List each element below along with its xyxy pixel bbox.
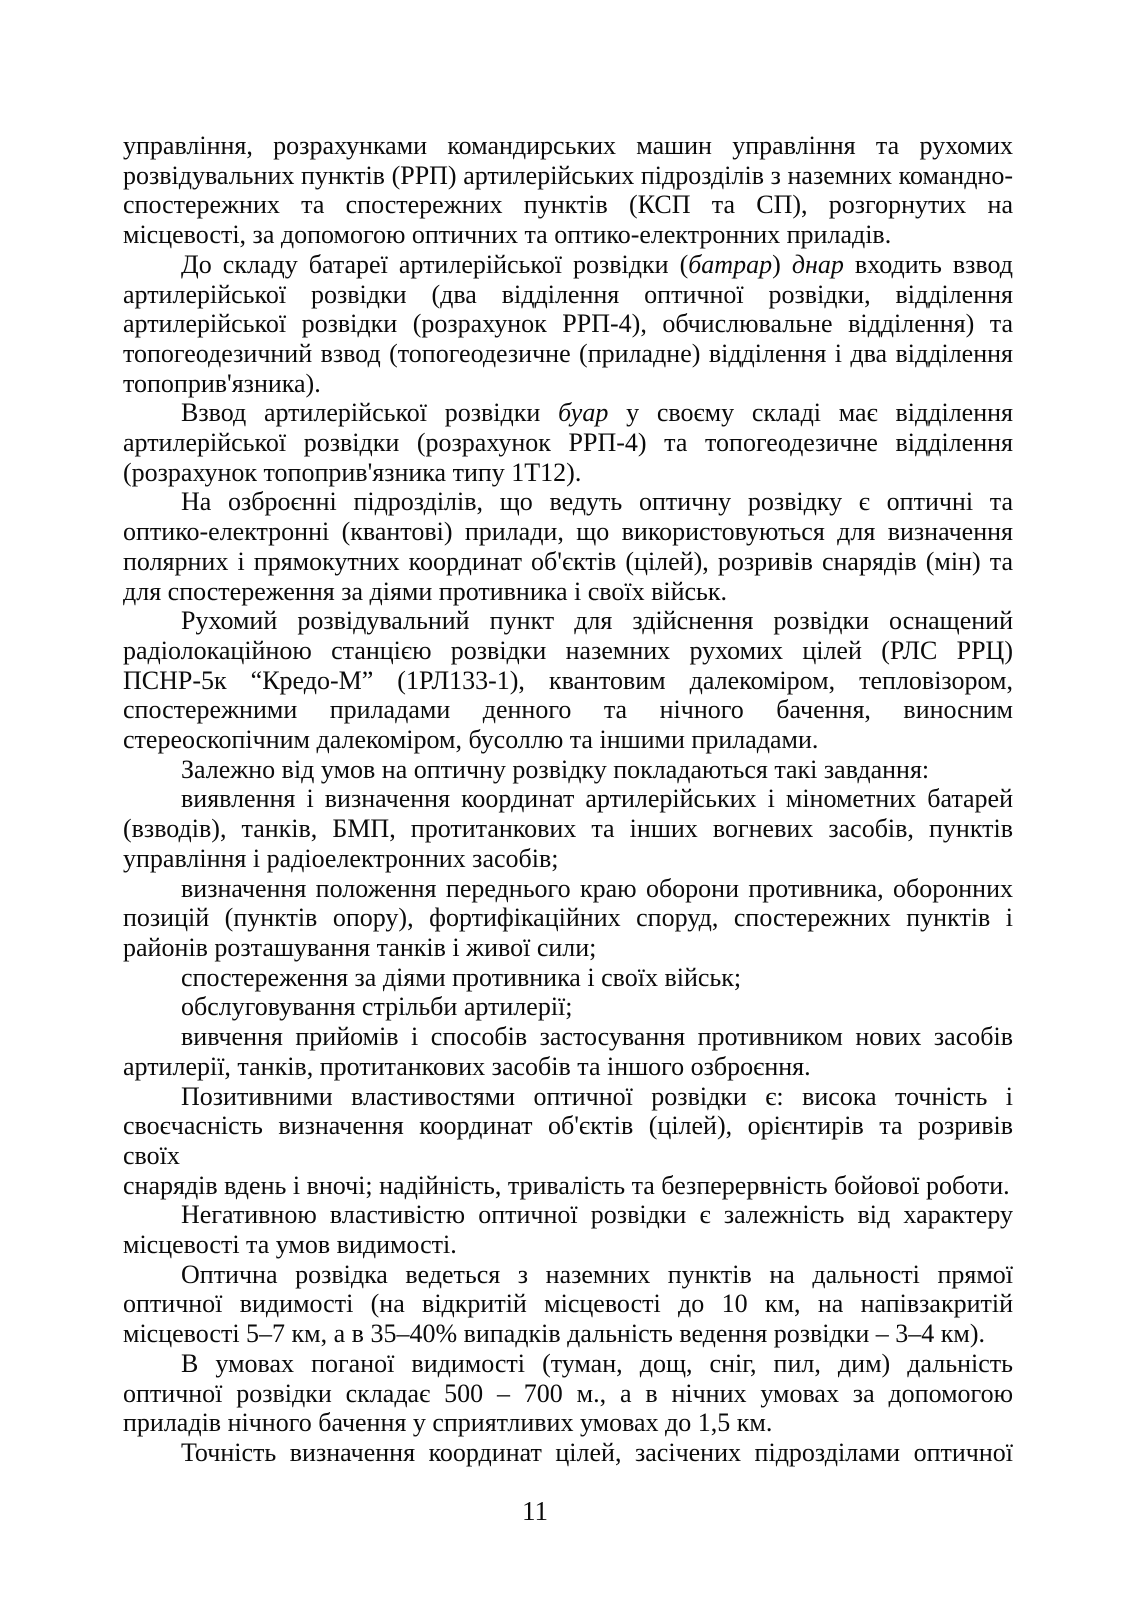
text-run: розвідувальних пунктів (РРП) артилерійських підрозділів з наземних командно- [123,160,1013,190]
text-line [123,1438,1013,1468]
text-line [123,1260,1013,1290]
text-line [123,695,1013,725]
text-line [123,874,1013,904]
text-run: приладів нічного бачення у сприятливих умовах до 1,5 км. [123,1408,773,1438]
text-run: артилерійської розвідки (розрахунок РРП-4) та топогеодезичне відділення [123,428,1013,458]
text-run: стереоскопічним далекоміром, бусоллю та іншими приладами. [123,725,819,755]
italic-text-run: батрар [688,249,773,279]
text-run: ПСНР-5к “Кредо-М” (1РЛ133-1), квантовим далекоміром, тепловізором, [123,665,1013,695]
text-run: В умовах поганої видимості (туман, дощ, сніг, пил, дим) дальність [181,1348,1013,1378]
text-run: Взвод артилерійської розвідки [181,398,559,428]
text-run: (розрахунок топоприв'язника типу 1Т12). [123,457,582,487]
text-run: місцевості 5–7 км, а в 35–40% випадків дальність ведення розвідки – 3–4 км). [123,1319,985,1349]
text-line [123,636,1013,666]
text-line [123,161,1013,191]
text-run: До складу батареї артилерійської розвідки ( [181,249,689,279]
text-line [123,458,1013,488]
text-run: визначення положення переднього краю оборони противника, оборонних [181,873,1013,903]
text-line [123,725,1013,755]
text-line [123,1408,1013,1438]
text-run: для спостереження за діями противника і своїх військ. [123,576,728,606]
text-line [123,250,1013,280]
text-run: місцевості, за допомогою оптичних та оптико-електронних приладів. [123,220,892,250]
text-run: своєчасність визначення координат об'єктів (цілей), орієнтирів та розривів своїх [123,1111,1013,1170]
text-line [123,517,1013,547]
text-run: полярних і прямокутних координат об'єктів (цілей), розривів снарядів (мін) та [123,546,1013,576]
text-line [123,606,1013,636]
text-line [123,1022,1013,1052]
text-line [123,547,1013,577]
text-run: входить взвод [843,249,1013,279]
text-run: артилерійської розвідки (розрахунок РРП-4), обчислювальне відділення) та [123,309,1013,339]
text-line [123,577,1013,607]
text-run: Позитивними властивостями оптичної розвідки є: висока точність і [181,1081,1013,1111]
page-number: 11 [522,1496,548,1526]
text-run: артилерійської розвідки (два відділення оптичної розвідки, відділення [123,279,1013,309]
text-line [123,1230,1013,1260]
text-run: Точність визначення координат цілей, засічених підрозділами оптичної [181,1437,1013,1467]
text-run: Залежно від умов на оптичну розвідку покладаються такі завдання: [181,754,930,784]
text-run: радіолокаційною станцією розвідки наземних рухомих цілей (РЛС РРЦ) [123,635,1013,665]
text-line [123,844,1013,874]
text-run: спостережними приладами денного та нічного бачення, виносним [123,695,1013,725]
text-line [123,903,1013,933]
text-run: обслуговування стрільби артилерії; [181,992,573,1022]
text-run: ) [772,249,792,279]
text-line [123,992,1013,1022]
text-line [123,666,1013,696]
text-run: управління, розрахунками командирських машин управління та рухомих [123,131,1013,160]
text-run: оптико-електронні (квантові) прилади, що використовуються для визначення [123,517,1013,547]
text-line [123,190,1013,220]
text-line [123,1289,1013,1319]
text-line [123,1052,1013,1082]
text-run: Оптична розвідка ведеться з наземних пунктів на дальності прямої [181,1259,1013,1289]
document-text-block [123,131,1013,1468]
text-run: вивчення прийомів і способів застосування противником нових засобів [181,1022,1013,1052]
text-run: оптичної розвідки складає 500 – 700 м., а в нічних умовах за допомогою [123,1378,1013,1408]
text-line [123,1111,1013,1170]
text-run: Рухомий розвідувальний пункт для здійснення розвідки оснащений [181,606,1013,636]
text-line [123,933,1013,963]
text-run: снарядів вдень і вночі; надійність, тривалість та безперервність бойової роботи. [123,1170,1010,1200]
text-run: Негативною властивістю оптичної розвідки є залежність від характеру [181,1200,1013,1230]
text-run: оптичної видимості (на відкритій місцевості до 10 км, на напівзакритій [123,1289,1013,1319]
text-run: топоприв'язника). [123,368,321,398]
text-run: позицій (пунктів опору), фортифікаційних споруд, спостережних пунктів і [123,903,1013,933]
text-line [123,814,1013,844]
text-line [123,339,1013,369]
text-line [123,1200,1013,1230]
text-run: районів розташування танків і живої сили; [123,932,597,962]
text-line [123,1319,1013,1349]
text-line [123,309,1013,339]
text-run: спостережних та спостережних пунктів (КСП та СП), розгорнутих на [123,190,1013,220]
text-run: виявлення і визначення координат артилерійських і мінометних батарей [181,784,1013,814]
text-line [123,487,1013,517]
text-line [123,428,1013,458]
text-run: управління і радіоелектронних засобів; [123,843,559,873]
italic-text-run: буар [558,398,609,428]
text-run: артилерії, танків, протитанкових засобів та іншого озброєння. [123,1051,811,1081]
text-run: (взводів), танків, БМП, протитанкових та інших вогневих засобів, пунктів [123,814,1013,844]
text-line [123,963,1013,993]
text-line [123,398,1013,428]
text-line [123,280,1013,310]
text-run: На озброєнні підрозділів, що ведуть оптичну розвідку є оптичні та [181,487,1013,517]
text-run: у своєму складі має відділення [608,398,1013,428]
text-line [123,369,1013,399]
text-line [123,1379,1013,1409]
text-line [123,784,1013,814]
text-line [123,131,1013,161]
text-line [123,1349,1013,1379]
text-run: місцевості та умов видимості. [123,1230,457,1260]
text-line [123,1171,1013,1201]
text-line [123,220,1013,250]
text-line [123,755,1013,785]
text-run: топогеодезичний взвод (топогеодезичне (приладне) відділення і два відділення [123,338,1013,368]
text-run: спостереження за діями противника і своїх військ; [181,962,742,992]
text-line [123,1082,1013,1112]
italic-text-run: днар [791,249,844,279]
